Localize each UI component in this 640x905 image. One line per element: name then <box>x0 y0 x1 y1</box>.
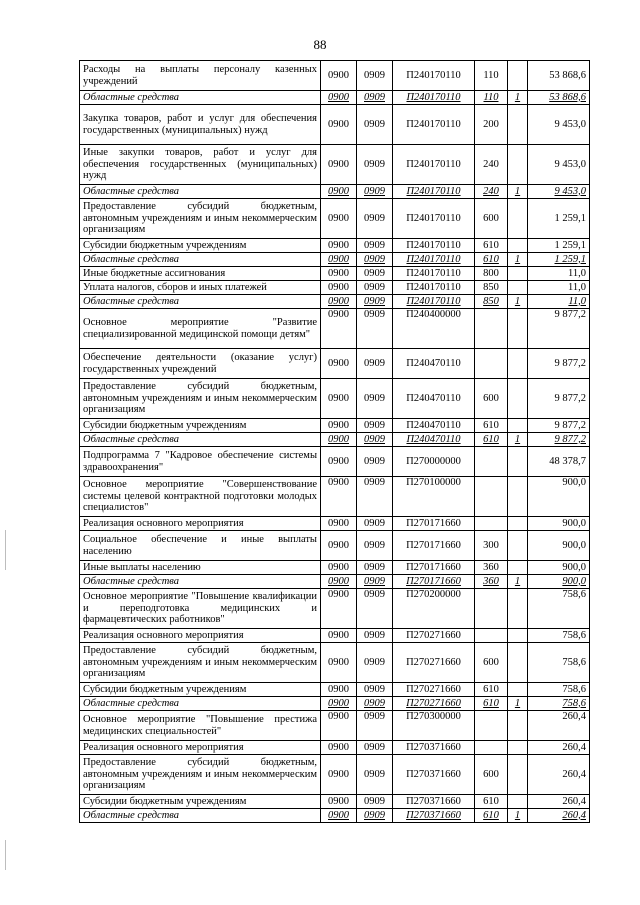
row-sum: 260,4 <box>528 795 590 809</box>
row-rz: 0909 <box>357 741 393 755</box>
row-ist: 1 <box>508 295 528 309</box>
row-ved: 0900 <box>321 309 357 349</box>
table-row <box>80 267 590 281</box>
row-csr: П240170110 <box>393 105 475 145</box>
row-ved: 0900 <box>321 643 357 683</box>
row-ist <box>508 447 528 477</box>
row-rz: 0909 <box>357 447 393 477</box>
row-rz: 0909 <box>357 419 393 433</box>
row-ist: 1 <box>508 697 528 711</box>
table-row <box>80 711 590 741</box>
row-sum: 758,6 <box>528 697 590 711</box>
row-csr: П240170110 <box>393 267 475 281</box>
row-vr: 610 <box>475 683 508 697</box>
table-row <box>80 379 590 419</box>
row-rz: 0909 <box>357 531 393 561</box>
row-vr: 240 <box>475 145 508 185</box>
row-sum: 900,0 <box>528 531 590 561</box>
row-ved: 0900 <box>321 561 357 575</box>
row-ist <box>508 199 528 239</box>
row-vr: 360 <box>475 575 508 589</box>
row-csr: П240170110 <box>393 253 475 267</box>
row-sum: 9 877,2 <box>528 433 590 447</box>
row-name: Иные закупки товаров, работ и услуг для обеспечения государственных (муниципальных) нужд <box>80 145 321 185</box>
row-ved: 0900 <box>321 629 357 643</box>
row-rz: 0909 <box>357 199 393 239</box>
row-sum: 9 877,2 <box>528 419 590 433</box>
row-name: Предоставление субсидий бюджетным, автономным учреждениям и иным некоммерческим организациям <box>80 755 321 795</box>
row-ved: 0900 <box>321 531 357 561</box>
row-ist <box>508 61 528 91</box>
row-name: Реализация основного мероприятия <box>80 517 321 531</box>
table-row <box>80 755 590 795</box>
row-ist <box>508 517 528 531</box>
table-row <box>80 349 590 379</box>
table-row <box>80 199 590 239</box>
row-vr: 240 <box>475 185 508 199</box>
row-vr: 360 <box>475 561 508 575</box>
row-sum: 900,0 <box>528 517 590 531</box>
row-ist <box>508 477 528 517</box>
table-body <box>80 61 590 823</box>
row-csr: П240470110 <box>393 349 475 379</box>
row-csr: П270271660 <box>393 629 475 643</box>
row-rz: 0909 <box>357 575 393 589</box>
row-sum: 48 378,7 <box>528 447 590 477</box>
row-ist <box>508 267 528 281</box>
row-rz: 0909 <box>357 795 393 809</box>
row-sum: 260,4 <box>528 809 590 823</box>
row-csr: П270300000 <box>393 711 475 741</box>
row-ved: 0900 <box>321 379 357 419</box>
row-sum: 900,0 <box>528 575 590 589</box>
table-row <box>80 697 590 711</box>
row-ved: 0900 <box>321 477 357 517</box>
row-csr: П270271660 <box>393 683 475 697</box>
row-rz: 0909 <box>357 629 393 643</box>
row-name: Уплата налогов, сборов и иных платежей <box>80 281 321 295</box>
table-row <box>80 309 590 349</box>
row-ved: 0900 <box>321 683 357 697</box>
row-ved: 0900 <box>321 295 357 309</box>
row-ist <box>508 643 528 683</box>
row-rz: 0909 <box>357 105 393 145</box>
row-ved: 0900 <box>321 239 357 253</box>
row-vr: 600 <box>475 755 508 795</box>
row-sum: 900,0 <box>528 561 590 575</box>
table-row <box>80 643 590 683</box>
row-vr <box>475 447 508 477</box>
row-ist <box>508 629 528 643</box>
row-name: Областные средства <box>80 575 321 589</box>
row-name: Расходы на выплаты персоналу казенных учреждений <box>80 61 321 91</box>
row-ved: 0900 <box>321 419 357 433</box>
row-sum: 9 877,2 <box>528 379 590 419</box>
row-csr: П240170110 <box>393 91 475 105</box>
row-csr: П240170110 <box>393 239 475 253</box>
row-ist <box>508 589 528 629</box>
row-name: Подпрограмма 7 "Кадровое обеспечение системы здравоохранения" <box>80 447 321 477</box>
row-sum: 11,0 <box>528 281 590 295</box>
row-name: Реализация основного мероприятия <box>80 741 321 755</box>
row-name: Социальное обеспечение и иные выплаты населению <box>80 531 321 561</box>
row-ved: 0900 <box>321 199 357 239</box>
row-ist <box>508 379 528 419</box>
row-ved: 0900 <box>321 281 357 295</box>
row-ved: 0900 <box>321 105 357 145</box>
row-ved: 0900 <box>321 589 357 629</box>
row-name: Предоставление субсидий бюджетным, автономным учреждениям и иным некоммерческим организациям <box>80 643 321 683</box>
row-ist: 1 <box>508 575 528 589</box>
row-ved: 0900 <box>321 61 357 91</box>
row-csr: П240170110 <box>393 295 475 309</box>
row-csr: П240400000 <box>393 309 475 349</box>
row-csr: П270371660 <box>393 741 475 755</box>
row-vr: 610 <box>475 795 508 809</box>
row-name: Областные средства <box>80 91 321 105</box>
row-rz: 0909 <box>357 61 393 91</box>
row-csr: П270000000 <box>393 447 475 477</box>
row-rz: 0909 <box>357 589 393 629</box>
margin-mark <box>5 840 6 870</box>
row-csr: П240470110 <box>393 419 475 433</box>
row-csr: П240170110 <box>393 199 475 239</box>
row-ved: 0900 <box>321 253 357 267</box>
row-vr <box>475 517 508 531</box>
row-name: Областные средства <box>80 295 321 309</box>
table-row <box>80 447 590 477</box>
row-sum: 900,0 <box>528 477 590 517</box>
row-name: Иные выплаты населению <box>80 561 321 575</box>
table-row <box>80 795 590 809</box>
table-row <box>80 253 590 267</box>
row-sum: 1 259,1 <box>528 199 590 239</box>
row-csr: П270200000 <box>393 589 475 629</box>
row-rz: 0909 <box>357 755 393 795</box>
row-rz: 0909 <box>357 477 393 517</box>
row-sum: 9 877,2 <box>528 309 590 349</box>
row-rz: 0909 <box>357 309 393 349</box>
row-name: Основное мероприятие "Повышение квалификации и переподготовка медицинских и фармацевтических работников" <box>80 589 321 629</box>
row-sum: 260,4 <box>528 711 590 741</box>
table-row <box>80 239 590 253</box>
row-sum: 53 868,6 <box>528 61 590 91</box>
row-sum: 260,4 <box>528 755 590 795</box>
row-name: Закупка товаров, работ и услуг для обеспечения государственных (муниципальных) нужд <box>80 105 321 145</box>
row-rz: 0909 <box>357 517 393 531</box>
row-vr: 610 <box>475 809 508 823</box>
row-rz: 0909 <box>357 433 393 447</box>
table-row <box>80 683 590 697</box>
row-ved: 0900 <box>321 575 357 589</box>
row-csr: П240470110 <box>393 433 475 447</box>
row-csr: П270271660 <box>393 643 475 683</box>
row-sum: 758,6 <box>528 643 590 683</box>
row-rz: 0909 <box>357 281 393 295</box>
table-row <box>80 281 590 295</box>
row-csr: П240170110 <box>393 145 475 185</box>
row-ist <box>508 561 528 575</box>
row-sum: 11,0 <box>528 267 590 281</box>
row-csr: П270171660 <box>393 561 475 575</box>
row-name: Субсидии бюджетным учреждениям <box>80 419 321 433</box>
row-ist <box>508 239 528 253</box>
row-name: Областные средства <box>80 697 321 711</box>
row-ved: 0900 <box>321 145 357 185</box>
row-csr: П270171660 <box>393 517 475 531</box>
row-ist: 1 <box>508 809 528 823</box>
row-ist: 1 <box>508 91 528 105</box>
row-ist <box>508 145 528 185</box>
table-row <box>80 61 590 91</box>
row-vr: 600 <box>475 379 508 419</box>
row-ist <box>508 683 528 697</box>
row-rz: 0909 <box>357 349 393 379</box>
row-name: Областные средства <box>80 185 321 199</box>
row-vr <box>475 629 508 643</box>
row-vr: 110 <box>475 61 508 91</box>
row-ved: 0900 <box>321 517 357 531</box>
row-vr: 600 <box>475 643 508 683</box>
row-ved: 0900 <box>321 349 357 379</box>
row-vr: 300 <box>475 531 508 561</box>
row-sum: 260,4 <box>528 741 590 755</box>
row-vr <box>475 711 508 741</box>
row-sum: 9 453,0 <box>528 145 590 185</box>
row-ist <box>508 309 528 349</box>
row-csr: П240470110 <box>393 379 475 419</box>
row-rz: 0909 <box>357 697 393 711</box>
page-number: 88 <box>313 37 327 52</box>
row-name: Субсидии бюджетным учреждениям <box>80 239 321 253</box>
row-rz: 0909 <box>357 809 393 823</box>
table-row <box>80 477 590 517</box>
row-name: Предоставление субсидий бюджетным, автономным учреждениям и иным некоммерческим организациям <box>80 379 321 419</box>
row-rz: 0909 <box>357 267 393 281</box>
row-csr: П270371660 <box>393 795 475 809</box>
row-sum: 9 453,0 <box>528 185 590 199</box>
table-row <box>80 517 590 531</box>
row-name: Предоставление субсидий бюджетным, автономным учреждениям и иным некоммерческим организациям <box>80 199 321 239</box>
row-ved: 0900 <box>321 741 357 755</box>
table-row <box>80 185 590 199</box>
row-vr: 610 <box>475 419 508 433</box>
row-ist <box>508 741 528 755</box>
row-rz: 0909 <box>357 561 393 575</box>
table-row <box>80 809 590 823</box>
row-ved: 0900 <box>321 711 357 741</box>
row-ved: 0900 <box>321 795 357 809</box>
table-row <box>80 145 590 185</box>
row-sum: 11,0 <box>528 295 590 309</box>
row-name: Субсидии бюджетным учреждениям <box>80 683 321 697</box>
row-ist <box>508 755 528 795</box>
row-vr: 850 <box>475 295 508 309</box>
row-csr: П270171660 <box>393 575 475 589</box>
table-row <box>80 91 590 105</box>
row-ved: 0900 <box>321 267 357 281</box>
row-sum: 9 877,2 <box>528 349 590 379</box>
row-vr: 600 <box>475 199 508 239</box>
row-csr: П270171660 <box>393 531 475 561</box>
budget-table <box>79 60 590 823</box>
row-name: Реализация основного мероприятия <box>80 629 321 643</box>
row-ist <box>508 531 528 561</box>
row-vr: 610 <box>475 433 508 447</box>
row-csr: П240170110 <box>393 281 475 295</box>
table-row <box>80 295 590 309</box>
row-csr: П240170110 <box>393 61 475 91</box>
row-ved: 0900 <box>321 809 357 823</box>
row-ist <box>508 711 528 741</box>
margin-mark <box>5 530 6 570</box>
row-name: Основное мероприятие "Повышение престижа медицинских специальностей" <box>80 711 321 741</box>
row-name: Областные средства <box>80 433 321 447</box>
row-vr: 800 <box>475 267 508 281</box>
row-vr <box>475 741 508 755</box>
row-ist <box>508 795 528 809</box>
table-row <box>80 575 590 589</box>
row-ist: 1 <box>508 433 528 447</box>
table-row <box>80 561 590 575</box>
table-row <box>80 589 590 629</box>
row-ist <box>508 105 528 145</box>
row-vr: 110 <box>475 91 508 105</box>
row-sum: 758,6 <box>528 683 590 697</box>
table-row <box>80 433 590 447</box>
row-rz: 0909 <box>357 253 393 267</box>
row-csr: П270371660 <box>393 755 475 795</box>
table-row <box>80 531 590 561</box>
row-sum: 53 868,6 <box>528 91 590 105</box>
row-rz: 0909 <box>357 379 393 419</box>
table-row <box>80 419 590 433</box>
row-name: Областные средства <box>80 809 321 823</box>
row-ved: 0900 <box>321 185 357 199</box>
row-ist <box>508 281 528 295</box>
row-csr: П240170110 <box>393 185 475 199</box>
row-rz: 0909 <box>357 239 393 253</box>
row-ved: 0900 <box>321 697 357 711</box>
row-vr: 850 <box>475 281 508 295</box>
row-csr: П270371660 <box>393 809 475 823</box>
row-ist: 1 <box>508 185 528 199</box>
row-sum: 9 453,0 <box>528 105 590 145</box>
row-sum: 758,6 <box>528 589 590 629</box>
row-csr: П270271660 <box>393 697 475 711</box>
row-vr <box>475 589 508 629</box>
table-row <box>80 105 590 145</box>
row-vr: 200 <box>475 105 508 145</box>
row-ist <box>508 349 528 379</box>
row-rz: 0909 <box>357 643 393 683</box>
row-vr: 610 <box>475 253 508 267</box>
table-row <box>80 629 590 643</box>
table-row <box>80 741 590 755</box>
row-name: Основное мероприятие "Развитие специализированной медицинской помощи детям" <box>80 309 321 349</box>
row-sum: 1 259,1 <box>528 253 590 267</box>
row-name: Обеспечение деятельности (оказание услуг) государственных учреждений <box>80 349 321 379</box>
row-name: Субсидии бюджетным учреждениям <box>80 795 321 809</box>
row-ved: 0900 <box>321 755 357 795</box>
row-ist: 1 <box>508 253 528 267</box>
row-csr: П270100000 <box>393 477 475 517</box>
row-rz: 0909 <box>357 295 393 309</box>
row-ist <box>508 419 528 433</box>
row-rz: 0909 <box>357 185 393 199</box>
row-ved: 0900 <box>321 91 357 105</box>
row-rz: 0909 <box>357 145 393 185</box>
row-name: Основное мероприятие "Совершенствование системы целевой контрактной подготовки молодых специалистов" <box>80 477 321 517</box>
row-name: Иные бюджетные ассигнования <box>80 267 321 281</box>
row-ved: 0900 <box>321 433 357 447</box>
row-name: Областные средства <box>80 253 321 267</box>
row-rz: 0909 <box>357 683 393 697</box>
row-vr <box>475 477 508 517</box>
row-sum: 758,6 <box>528 629 590 643</box>
row-sum: 1 259,1 <box>528 239 590 253</box>
row-rz: 0909 <box>357 711 393 741</box>
row-vr: 610 <box>475 239 508 253</box>
row-ved: 0900 <box>321 447 357 477</box>
row-vr: 610 <box>475 697 508 711</box>
row-rz: 0909 <box>357 91 393 105</box>
row-vr <box>475 349 508 379</box>
row-vr <box>475 309 508 349</box>
